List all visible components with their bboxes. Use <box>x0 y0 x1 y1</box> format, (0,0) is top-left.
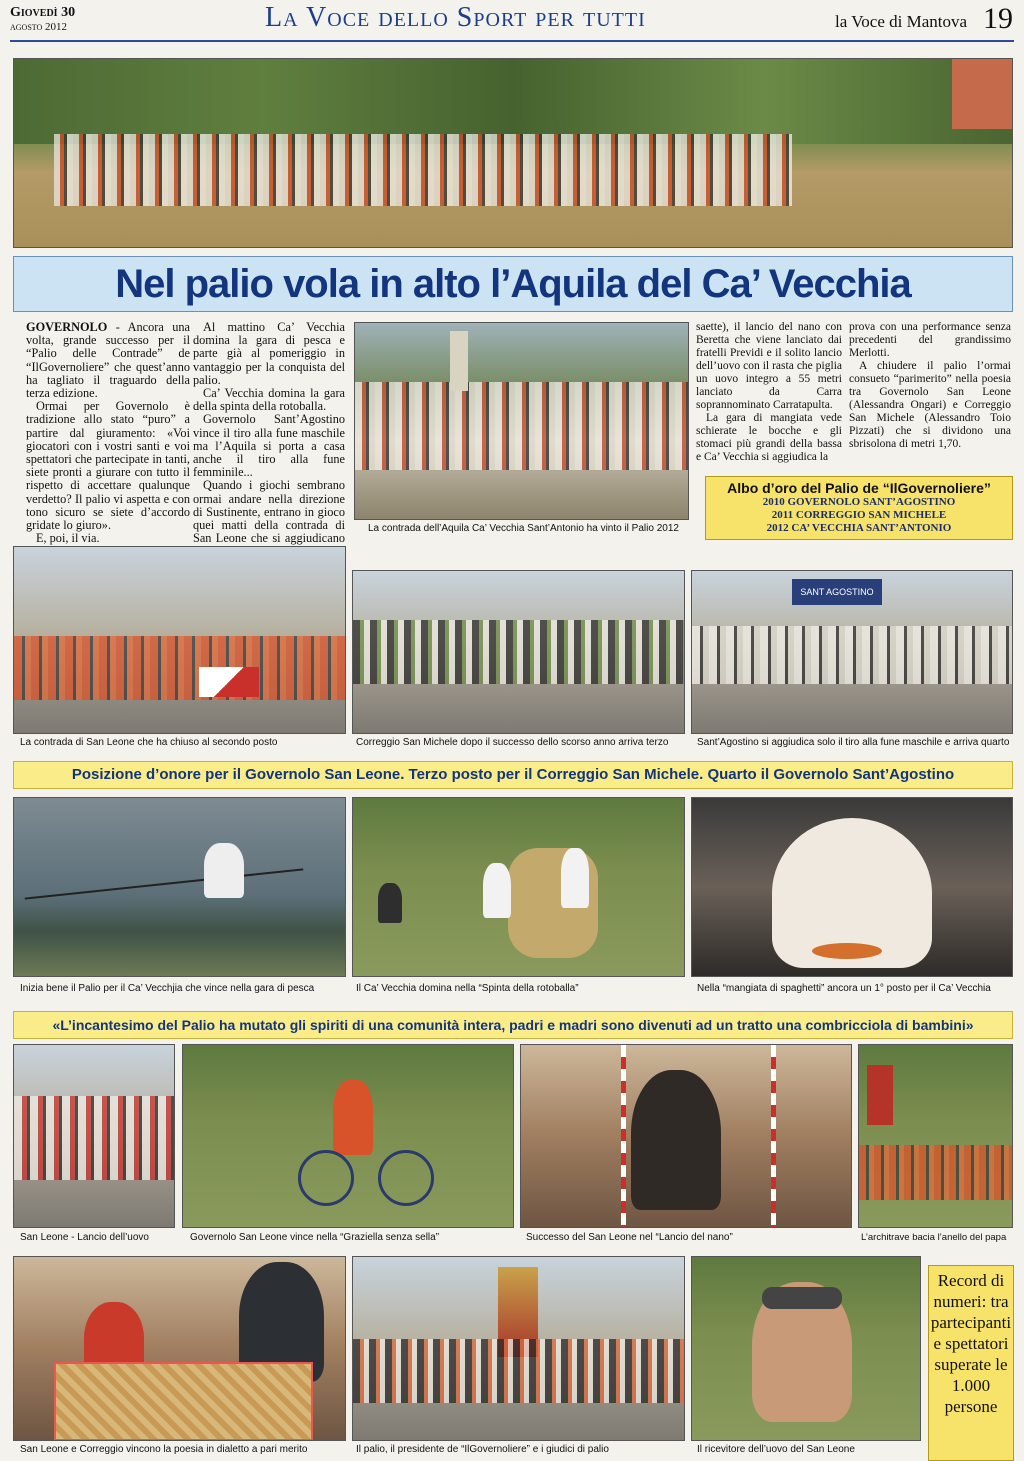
pole <box>771 1045 776 1227</box>
albo-entry: 2012 CA’ VECCHIA SANT’ANTONIO <box>766 522 952 534</box>
photo-pesca <box>13 797 346 977</box>
caption-poesia: San Leone e Correggio vincono la poesia in dialetto a pari merito <box>20 1444 308 1455</box>
article-paragraph: prova con una performance senza precedenti del grandissimo Merlotti. <box>849 321 1011 359</box>
quote-band: «L’incantesimo del Palio ha mutato gli spiriti di una comunità intera, padri e madri sono divenuti ad un tratto una combricciola di bambini» <box>13 1011 1013 1039</box>
article-paragraph: Governolo Sant’Agostino vince il tiro alla fune maschile ma l’Aquila si porta a casa anche il tiro alla fune femminile... <box>193 412 345 480</box>
banner <box>867 1065 893 1125</box>
fishing-rod <box>25 868 304 899</box>
article-column-3 <box>696 321 842 464</box>
plate <box>812 943 882 959</box>
albo-title: Albo d’oro del Palio de “IlGovernoliere” <box>727 480 991 496</box>
crowd <box>54 134 793 205</box>
helmet-player <box>631 1070 721 1210</box>
section-title: La Voce dello Sport per tutti <box>265 2 646 33</box>
photo-rotoballa <box>352 797 685 977</box>
issue-date <box>10 6 75 34</box>
photo-santagostino-team <box>691 570 1013 734</box>
photo-poesia <box>13 1256 346 1441</box>
photo-lancio-uovo <box>13 1044 175 1228</box>
article-paragraph: La gara di mangiata vede schierate le bocche e gli stomaci più grandi della bassa e Ca’ Vecchia si aggiudica la <box>696 412 842 463</box>
bicycle-rider <box>333 1080 373 1155</box>
photo-graziella <box>182 1044 514 1228</box>
crowd <box>692 626 1012 684</box>
photo-panorama-crowd <box>13 58 1013 248</box>
headline: Nel palio vola in alto l’Aquila del Ca’ Vecchia <box>115 262 911 306</box>
caption-spaghetti: Nella “mangiata di spaghetti” ancora un 1° posto per il Ca’ Vecchia <box>697 983 991 994</box>
crowd <box>859 1145 1012 1200</box>
photo-winners <box>354 322 689 520</box>
headline-banner <box>13 256 1013 312</box>
crowd <box>355 382 688 470</box>
photo-ricevitore <box>691 1256 921 1441</box>
article-paragraph: Ca’ Vecchia domina la gara della spinta della rotoballa. <box>193 386 345 414</box>
caption-ricevitore: Il ricevitore dell’uovo del San Leone <box>697 1444 855 1455</box>
crowd <box>14 636 345 699</box>
fisherman <box>204 843 244 898</box>
issue-day: Giovedì 30 <box>10 5 76 20</box>
caption-san-leone: La contrada di San Leone che ha chiuso al secondo posto <box>20 737 278 748</box>
crowd <box>14 1096 174 1180</box>
pole <box>621 1045 626 1227</box>
player <box>483 863 511 918</box>
tree-line <box>14 59 1012 144</box>
wheel <box>298 1150 354 1206</box>
caption-nano: Successo del San Leone nel “Lancio del nano” <box>526 1232 733 1243</box>
caption-rotoballa: Il Ca’ Vecchia domina nella “Spinta della rotoballa” <box>356 983 579 994</box>
caption-giudici: Il palio, il presidente de “IlGovernoliere” e i giudici di palio <box>356 1444 609 1455</box>
albo-entry: 2011 CORREGGIO SAN MICHELE <box>771 509 947 521</box>
wheel <box>378 1150 434 1206</box>
player <box>561 848 589 908</box>
photo-banner: SANT AGOSTINO <box>792 579 882 605</box>
caption-graziella: Governolo San Leone vince nella “Graziella senza sella” <box>190 1232 440 1243</box>
caption-correggio: Correggio San Michele dopo il successo dello scorso anno arriva terzo <box>356 737 669 748</box>
photo-lancio-nano <box>520 1044 852 1228</box>
player <box>378 883 402 923</box>
article-column-1 <box>26 321 190 545</box>
article-paragraph: Ormai per Governolo è tradizione allo stato “puro” a partire dal giuramento: «Voi giocatori con i vostri santi e voi spettatori che partecipate in tanti, siete pronti a giurare con tutto il rispetto di accettare qualunque verdetto? Il palio vi aspetta e con tono sicuro se siete d’accordo gridate lo giuro». <box>26 399 190 533</box>
photo-spaghetti <box>691 797 1013 977</box>
photo-giudici <box>352 1256 685 1441</box>
caption-pesca: Inizia bene il Palio per il Ca’ Vecchjia che vince nella gara di pesca <box>20 983 315 994</box>
article-paragraph: E, poi, il via. <box>36 531 100 546</box>
article-text: - Ancora una volta, grande successo per il “Palio delle Contrade” de “IlGovernoliere” che quest’anno ha tagliato il traguardo della terza edizione. <box>26 320 190 401</box>
record-box: Record di numeri: tra partecipanti e spettatori superate le 1.000 persone <box>928 1265 1014 1461</box>
article-paragraph <box>26 321 190 400</box>
caption-uovo: San Leone - Lancio dell’uovo <box>20 1232 149 1243</box>
article-column-4 <box>849 321 1011 451</box>
caption-winners: La contrada dell’Aquila Ca’ Vecchia Sant’Antonio ha vinto il Palio 2012 <box>368 523 679 534</box>
photo-san-leone-team <box>13 546 346 734</box>
banner-pole <box>450 331 468 391</box>
article-paragraph: Al mattino Ca’ Vecchia domina la gara di pesca e parte già al pomeriggio in vantaggio per la conquista del palio. <box>193 320 345 387</box>
flag <box>199 667 259 697</box>
header-divider <box>10 40 1014 42</box>
dateline: GOVERNOLO <box>26 320 108 334</box>
newspaper-name: la Voce di Mantova <box>835 12 968 31</box>
article-paragraph: saette), il lancio del nano con Beretta che viene lanciato dai fratelli Previdi e il solito lancio dell’uovo con il rasta che piglia un uovo integro a 55 metri lanciato da Carra soprannominato Carratapulta. <box>696 321 842 411</box>
sbrisolona-cake <box>54 1362 313 1441</box>
crowd <box>353 620 684 685</box>
albo-doro-box <box>705 476 1013 540</box>
goggles <box>762 1287 842 1309</box>
caption-santagostino: Sant’Agostino si aggiudica solo il tiro alla fune maschile e arriva quarto <box>697 737 1010 748</box>
building <box>952 59 1012 129</box>
article-paragraph: Quando i giochi sembrano ormai andare nella direzione di Sustinente, entrano in gioco quei matti della contrada di San Leone che si aggiudicano <box>193 478 345 546</box>
ranking-band: Posizione d’onore per il Governolo San Leone. Terzo posto per il Correggio San Michele. Quarto il Governolo Sant’Agostino <box>13 761 1013 789</box>
caption-architrave: L’architrave bacia l’anello del papa <box>861 1232 1007 1243</box>
crowd <box>353 1339 684 1403</box>
photo-architrave <box>858 1044 1013 1228</box>
page-number: 19 <box>983 2 1013 35</box>
article-paragraph: A chiudere il palio l’ormai consueto “parimerito” nella poesia tra Governolo San Leone (Alessandra Ongari) e Correggio San Michele (Alessandro Toio Pizzati) che si dividono una sbrisolona di metri 1,70. <box>849 360 1011 450</box>
photo-correggio-team <box>352 570 685 734</box>
issue-month: agosto 2012 <box>10 21 68 33</box>
albo-entry: 2010 GOVERNOLO SANT’AGOSTINO <box>762 496 956 508</box>
